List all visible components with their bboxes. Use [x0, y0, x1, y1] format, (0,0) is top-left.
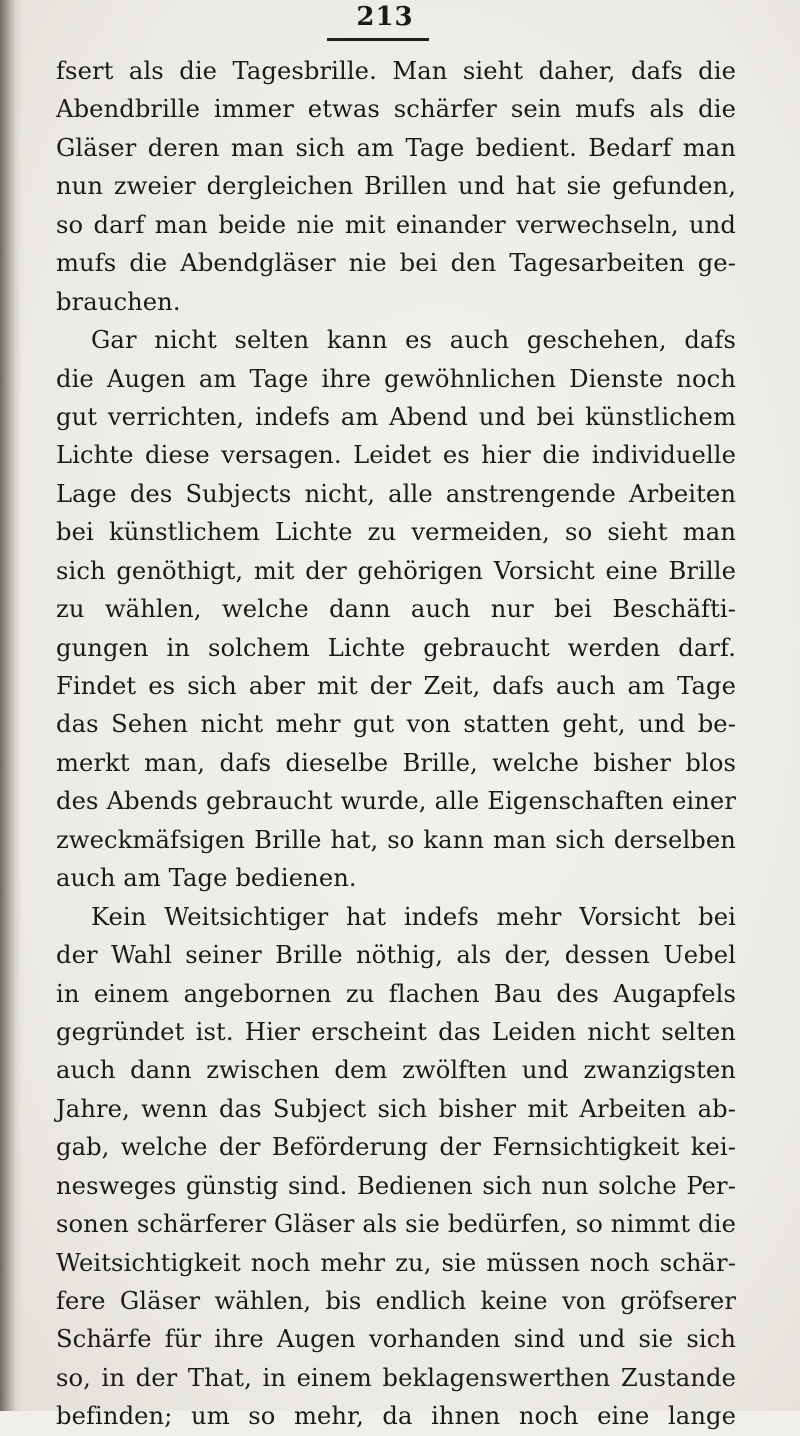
- text-line: Kein Weitsichtiger hat indefs mehr Vorsicht bei: [91, 902, 736, 931]
- text-line: nesweges günstig sind. Bedienen sich nun solche Per-: [56, 1171, 736, 1200]
- text-line: Findet es sich aber mit der Zeit, dafs auch am Tage: [56, 672, 736, 700]
- text-line: fsert als die Tagesbrille. Man sieht daher, dafs die: [56, 57, 736, 85]
- text-line: bei künstlichem Lichte zu vermeiden, so sieht man: [56, 518, 736, 547]
- text-line: des Abends gebraucht wurde, alle Eigenschaften einer: [56, 787, 736, 816]
- text-line: fere Gläser wählen, bis endlich keine von gröfserer: [56, 1287, 736, 1315]
- text-line: Jahre, wenn das Subject sich bisher mit Arbeiten ab-: [56, 1094, 736, 1123]
- text-line: Lichte diese versagen. Leidet es hier die individuelle: [56, 441, 736, 470]
- text-line: auch am Tage bedienen.: [56, 864, 357, 893]
- text-line: so, in der That, in einem beklagenswerthen Zustande: [56, 1363, 736, 1392]
- book-gutter-shadow: [0, 0, 22, 1411]
- text-line: Abendbrille immer etwas schärfer sein mufs als die: [56, 95, 736, 124]
- text-line: mufs die Abendgläser nie bei den Tagesarbeiten ge-: [56, 249, 736, 278]
- page-number: 213: [356, 2, 414, 32]
- text-line: so darf man beide nie mit einander verwechseln, und: [56, 210, 736, 239]
- text-line: Weitsichtigkeit noch mehr zu, sie müssen noch schär-: [56, 1248, 736, 1277]
- text-line: Lage des Subjects nicht, alle anstrengende Arbeiten: [56, 479, 736, 508]
- text-line: sich genöthigt, mit der gehörigen Vorsicht eine Brille: [56, 556, 736, 585]
- text-line: brauchen.: [56, 287, 181, 316]
- text-line: das Sehen nicht mehr gut von statten geht, und be-: [56, 710, 736, 739]
- body-text: [56, 52, 736, 1436]
- text-line: der Wahl seiner Brille nöthig, als der, dessen Uebel: [56, 941, 736, 970]
- text-line: Gläser deren man sich am Tage bedient. Bedarf man: [56, 133, 736, 162]
- text-line: auch dann zwischen dem zwölften und zwanzigsten: [56, 1056, 736, 1085]
- text-line: nun zweier dergleichen Brillen und hat sie gefunden,: [56, 172, 736, 201]
- page-number-rule: [327, 38, 429, 41]
- text-line: gab, welche der Beförderung der Fernsichtigkeit kei-: [56, 1133, 736, 1162]
- text-line: Gar nicht selten kann es auch geschehen, dafs: [91, 326, 736, 355]
- text-line: zweckmäfsigen Brille hat, so kann man sich derselben: [56, 825, 736, 854]
- text-line: die Augen am Tage ihre gewöhnlichen Dienste noch: [56, 364, 736, 393]
- text-line: gegründet ist. Hier erscheint das Leiden nicht selten: [56, 1017, 736, 1046]
- text-line: merkt man, dafs dieselbe Brille, welche bisher blos: [56, 748, 736, 777]
- text-line: gungen in solchem Lichte gebraucht werden darf.: [56, 633, 736, 662]
- text-line: sonen schärferer Gläser als sie bedürfen, so nimmt die: [56, 1210, 736, 1239]
- text-line: in einem angebornen zu flachen Bau des Augapfels: [56, 979, 736, 1008]
- text-line: zu wählen, welche dann auch nur bei Beschäfti-: [56, 595, 736, 624]
- text-line: Schärfe für ihre Augen vorhanden sind und sie sich: [56, 1325, 736, 1354]
- text-line: befinden; um so mehr, da ihnen noch eine lange: [56, 1402, 736, 1431]
- text-line: gut verrichten, indefs am Abend und bei künstlichem: [56, 402, 736, 431]
